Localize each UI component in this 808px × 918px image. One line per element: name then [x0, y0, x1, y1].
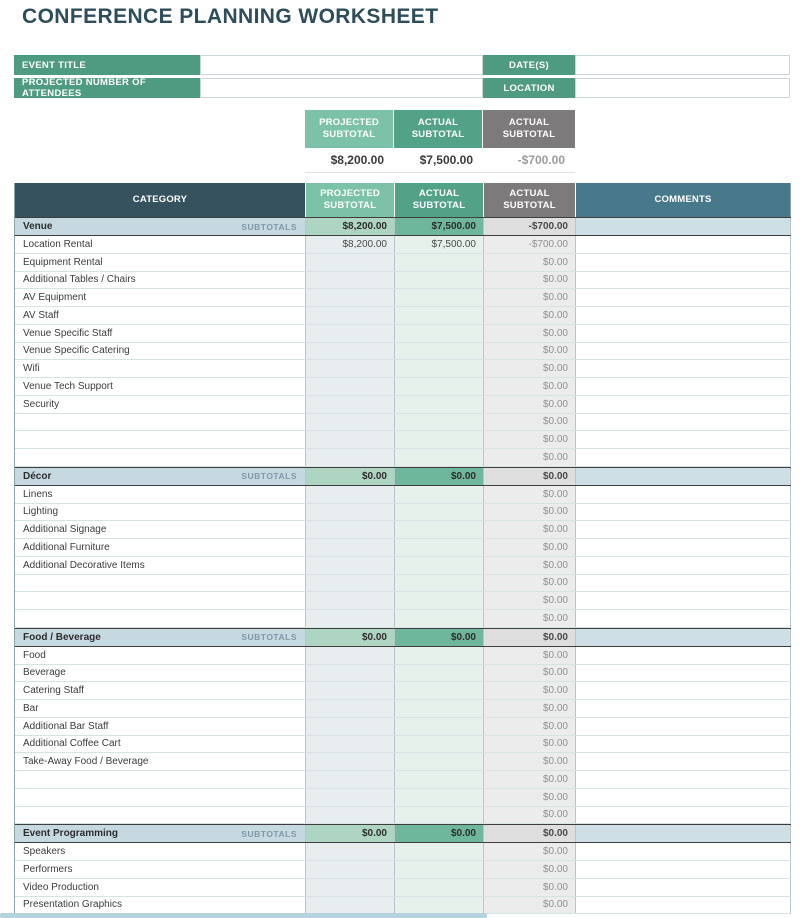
section-comments-cell[interactable]	[576, 825, 791, 842]
summary-actual-subtotal-value[interactable]: $7,500.00	[394, 148, 483, 173]
expense-row	[15, 396, 791, 414]
expense-comments-cell[interactable]	[576, 486, 791, 503]
expense-projected-cell[interactable]	[306, 807, 395, 824]
section-subtotal-row	[15, 628, 791, 647]
summary-difference-value[interactable]: -$700.00	[483, 148, 575, 173]
expense-actual-cell[interactable]	[395, 610, 484, 627]
expense-projected-cell[interactable]	[306, 879, 395, 896]
column-header-actual-subtotal: ACTUAL SUBTOTAL	[395, 183, 484, 217]
expense-comments-cell[interactable]	[576, 807, 791, 824]
subtotals-label: SUBTOTALS	[241, 471, 297, 482]
expense-category-cell[interactable]: AV Staff	[15, 307, 306, 324]
summary-header-actual-subtotal: ACTUAL SUBTOTAL	[394, 110, 483, 148]
section-subtotal-row	[15, 217, 791, 236]
expense-comments-cell[interactable]	[576, 254, 791, 271]
expense-row	[15, 539, 791, 557]
expense-projected-cell[interactable]	[306, 700, 395, 717]
column-header-projected-subtotal: PROJECTED SUBTOTAL	[306, 183, 395, 217]
expense-difference-cell[interactable]: $0.00	[484, 718, 576, 735]
section-difference-cell[interactable]: $0.00	[484, 629, 576, 646]
expense-projected-cell[interactable]	[306, 592, 395, 609]
expense-row	[15, 504, 791, 522]
expense-comments-cell[interactable]	[576, 557, 791, 574]
expense-comments-cell[interactable]	[576, 272, 791, 289]
expense-category-cell[interactable]: AV Equipment	[15, 289, 306, 306]
expense-actual-cell[interactable]	[395, 486, 484, 503]
expense-category-cell[interactable]	[15, 789, 306, 806]
expense-category-cell[interactable]: Performers	[15, 861, 306, 878]
expense-difference-cell[interactable]: $0.00	[484, 807, 576, 824]
expense-projected-cell[interactable]	[306, 396, 395, 413]
expense-row	[15, 647, 791, 665]
expense-row	[15, 486, 791, 504]
summary-projected-subtotal-value[interactable]: $8,200.00	[305, 148, 394, 173]
expense-difference-cell[interactable]: $0.00	[484, 539, 576, 556]
expense-difference-cell[interactable]: $0.00	[484, 753, 576, 770]
expense-comments-cell[interactable]	[576, 289, 791, 306]
section-actual-subtotal-cell[interactable]: $0.00	[395, 468, 484, 485]
expense-difference-cell[interactable]: $0.00	[484, 272, 576, 289]
expense-difference-cell[interactable]: $0.00	[484, 449, 576, 466]
expense-comments-cell[interactable]	[576, 539, 791, 556]
expense-projected-cell[interactable]	[306, 486, 395, 503]
expense-category-cell[interactable]	[15, 414, 306, 431]
expense-comments-cell[interactable]	[576, 307, 791, 324]
expense-projected-cell[interactable]	[306, 254, 395, 271]
expense-projected-cell[interactable]	[306, 575, 395, 592]
expense-category-cell[interactable]	[15, 449, 306, 466]
expense-projected-cell[interactable]	[306, 307, 395, 324]
expense-projected-cell[interactable]	[306, 682, 395, 699]
section-actual-subtotal-cell[interactable]: $0.00	[395, 629, 484, 646]
attendees-label: PROJECTED NUMBER OF ATTENDEES	[14, 78, 200, 98]
expense-difference-cell[interactable]: $0.00	[484, 682, 576, 699]
expense-difference-cell[interactable]: $0.00	[484, 700, 576, 717]
expense-difference-cell[interactable]: $0.00	[484, 325, 576, 342]
expense-comments-cell[interactable]	[576, 753, 791, 770]
expense-comments-cell[interactable]	[576, 789, 791, 806]
expense-category-cell[interactable]: Location Rental	[15, 236, 306, 253]
expense-actual-cell[interactable]	[395, 396, 484, 413]
expense-comments-cell[interactable]	[576, 414, 791, 431]
expense-row	[15, 325, 791, 343]
expense-comments-cell[interactable]	[576, 879, 791, 896]
expense-row	[15, 521, 791, 539]
expense-comments-cell[interactable]	[576, 575, 791, 592]
expense-category-cell[interactable]: Bar	[15, 700, 306, 717]
expense-category-cell[interactable]	[15, 610, 306, 627]
section-name: Event Programming	[23, 828, 119, 840]
expense-actual-cell[interactable]	[395, 289, 484, 306]
expense-difference-cell[interactable]: $0.00	[484, 396, 576, 413]
expense-projected-cell[interactable]	[306, 771, 395, 788]
expense-category-cell[interactable]: Additional Coffee Cart	[15, 736, 306, 753]
expense-difference-cell[interactable]: $0.00	[484, 897, 576, 914]
location-input[interactable]	[575, 78, 790, 98]
expense-comments-cell[interactable]	[576, 343, 791, 360]
section-category-cell[interactable]	[15, 825, 306, 842]
expense-row	[15, 236, 791, 254]
expense-actual-cell[interactable]: $7,500.00	[395, 236, 484, 253]
expense-projected-cell[interactable]	[306, 843, 395, 860]
expense-category-cell[interactable]	[15, 431, 306, 448]
expense-projected-cell[interactable]	[306, 360, 395, 377]
expense-projected-cell[interactable]	[306, 343, 395, 360]
expense-projected-cell[interactable]	[306, 789, 395, 806]
expense-actual-cell[interactable]	[395, 307, 484, 324]
expense-difference-cell[interactable]: $0.00	[484, 879, 576, 896]
expense-category-cell[interactable]: Presentation Graphics	[15, 897, 306, 914]
expense-actual-cell[interactable]	[395, 343, 484, 360]
expense-category-cell[interactable]	[15, 807, 306, 824]
expense-projected-cell[interactable]	[306, 861, 395, 878]
expense-comments-cell[interactable]	[576, 378, 791, 395]
expense-category-cell[interactable]: Venue Specific Staff	[15, 325, 306, 342]
section-difference-cell[interactable]: $0.00	[484, 825, 576, 842]
section-actual-subtotal-cell[interactable]: $7,500.00	[395, 218, 484, 235]
expense-difference-cell[interactable]: $0.00	[484, 647, 576, 664]
expense-comments-cell[interactable]	[576, 431, 791, 448]
summary-header-actual-subtotal-difference: ACTUAL SUBTOTAL	[483, 110, 575, 148]
section-projected-subtotal-cell[interactable]: $0.00	[306, 629, 395, 646]
expense-projected-cell[interactable]	[306, 539, 395, 556]
expense-row	[15, 414, 791, 432]
expense-row	[15, 753, 791, 771]
expense-actual-cell[interactable]	[395, 665, 484, 682]
expense-difference-cell[interactable]: $0.00	[484, 431, 576, 448]
expense-projected-cell[interactable]	[306, 897, 395, 914]
expense-comments-cell[interactable]	[576, 521, 791, 538]
expense-row	[15, 592, 791, 610]
expense-row	[15, 718, 791, 736]
expense-category-cell[interactable]: Catering Staff	[15, 682, 306, 699]
expense-row	[15, 897, 791, 915]
expense-actual-cell[interactable]	[395, 682, 484, 699]
subtotals-label: SUBTOTALS	[241, 828, 297, 839]
attendees-input[interactable]	[200, 78, 483, 98]
expense-difference-cell[interactable]: $0.00	[484, 736, 576, 753]
expense-actual-cell[interactable]	[395, 753, 484, 770]
expense-actual-cell[interactable]	[395, 807, 484, 824]
expense-actual-cell[interactable]	[395, 861, 484, 878]
expense-comments-cell[interactable]	[576, 236, 791, 253]
event-title-label: EVENT TITLE	[14, 55, 200, 75]
section-name: Food / Beverage	[23, 631, 101, 643]
expense-row	[15, 771, 791, 789]
expense-difference-cell[interactable]: $0.00	[484, 575, 576, 592]
expense-actual-cell[interactable]	[395, 449, 484, 466]
expense-actual-cell[interactable]	[395, 414, 484, 431]
expense-projected-cell[interactable]	[306, 378, 395, 395]
expense-row	[15, 861, 791, 879]
expense-actual-cell[interactable]	[395, 879, 484, 896]
dates-label: DATE(S)	[483, 55, 575, 75]
budget-table-body	[15, 217, 791, 914]
expense-difference-cell[interactable]: $0.00	[484, 254, 576, 271]
expense-projected-cell[interactable]: $8,200.00	[306, 236, 395, 253]
expense-comments-cell[interactable]	[576, 449, 791, 466]
dates-input[interactable]	[575, 55, 790, 75]
horizontal-scrollbar[interactable]	[0, 913, 487, 918]
expense-actual-cell[interactable]	[395, 575, 484, 592]
section-subtotal-row	[15, 824, 791, 843]
expense-category-cell[interactable]: Additional Decorative Items	[15, 557, 306, 574]
expense-actual-cell[interactable]	[395, 718, 484, 735]
expense-difference-cell[interactable]: $0.00	[484, 486, 576, 503]
expense-projected-cell[interactable]	[306, 272, 395, 289]
expense-row	[15, 431, 791, 449]
expense-actual-cell[interactable]	[395, 325, 484, 342]
expense-comments-cell[interactable]	[576, 897, 791, 914]
expense-difference-cell[interactable]: $0.00	[484, 414, 576, 431]
expense-difference-cell[interactable]: $0.00	[484, 289, 576, 306]
expense-row	[15, 789, 791, 807]
section-projected-subtotal-cell[interactable]: $0.00	[306, 825, 395, 842]
expense-actual-cell[interactable]	[395, 771, 484, 788]
expense-actual-cell[interactable]	[395, 700, 484, 717]
expense-category-cell[interactable]: Additional Signage	[15, 521, 306, 538]
location-label: LOCATION	[483, 78, 575, 98]
section-category-cell[interactable]	[15, 468, 306, 485]
expense-row	[15, 843, 791, 861]
section-subtotal-row	[15, 467, 791, 486]
expense-actual-cell[interactable]	[395, 539, 484, 556]
expense-difference-cell[interactable]: $0.00	[484, 610, 576, 627]
expense-row	[15, 343, 791, 361]
expense-difference-cell[interactable]: $0.00	[484, 789, 576, 806]
expense-category-cell[interactable]: Beverage	[15, 665, 306, 682]
expense-row	[15, 610, 791, 628]
expense-comments-cell[interactable]	[576, 592, 791, 609]
event-info-block	[14, 55, 790, 101]
subtotals-label: SUBTOTALS	[241, 221, 297, 232]
expense-difference-cell[interactable]: $0.00	[484, 843, 576, 860]
expense-comments-cell[interactable]	[576, 718, 791, 735]
expense-category-cell[interactable]	[15, 575, 306, 592]
expense-category-cell[interactable]: Linens	[15, 486, 306, 503]
expense-projected-cell[interactable]	[306, 521, 395, 538]
expense-comments-cell[interactable]	[576, 360, 791, 377]
expense-row	[15, 700, 791, 718]
section-category-cell[interactable]	[15, 218, 306, 235]
expense-difference-cell[interactable]: $0.00	[484, 307, 576, 324]
expense-actual-cell[interactable]	[395, 272, 484, 289]
expense-projected-cell[interactable]	[306, 504, 395, 521]
expense-category-cell[interactable]: Equipment Rental	[15, 254, 306, 271]
expense-actual-cell[interactable]	[395, 897, 484, 914]
expense-difference-cell[interactable]: $0.00	[484, 665, 576, 682]
budget-table	[14, 183, 791, 914]
expense-difference-cell[interactable]: $0.00	[484, 557, 576, 574]
column-header-actual-subtotal-difference: ACTUAL SUBTOTAL	[484, 183, 576, 217]
expense-category-cell[interactable]: Food	[15, 647, 306, 664]
expense-actual-cell[interactable]	[395, 557, 484, 574]
expense-projected-cell[interactable]	[306, 665, 395, 682]
expense-difference-cell[interactable]: $0.00	[484, 378, 576, 395]
expense-comments-cell[interactable]	[576, 736, 791, 753]
expense-row	[15, 449, 791, 467]
expense-difference-cell[interactable]: $0.00	[484, 861, 576, 878]
section-comments-cell[interactable]	[576, 218, 791, 235]
page-title: CONFERENCE PLANNING WORKSHEET	[22, 5, 439, 28]
expense-projected-cell[interactable]	[306, 736, 395, 753]
expense-row	[15, 557, 791, 575]
expense-category-cell[interactable]: Wifi	[15, 360, 306, 377]
expense-category-cell[interactable]: Take-Away Food / Beverage	[15, 753, 306, 770]
expense-projected-cell[interactable]	[306, 289, 395, 306]
expense-projected-cell[interactable]	[306, 414, 395, 431]
expense-category-cell[interactable]: Additional Bar Staff	[15, 718, 306, 735]
expense-category-cell[interactable]: Venue Tech Support	[15, 378, 306, 395]
expense-row	[15, 665, 791, 683]
expense-difference-cell[interactable]: $0.00	[484, 771, 576, 788]
expense-comments-cell[interactable]	[576, 665, 791, 682]
expense-comments-cell[interactable]	[576, 771, 791, 788]
section-comments-cell[interactable]	[576, 629, 791, 646]
expense-difference-cell[interactable]: $0.00	[484, 343, 576, 360]
expense-actual-cell[interactable]	[395, 789, 484, 806]
section-projected-subtotal-cell[interactable]: $8,200.00	[306, 218, 395, 235]
expense-row	[15, 575, 791, 593]
expense-category-cell[interactable]: Additional Tables / Chairs	[15, 272, 306, 289]
expense-row	[15, 307, 791, 325]
section-category-cell[interactable]	[15, 629, 306, 646]
expense-comments-cell[interactable]	[576, 504, 791, 521]
expense-actual-cell[interactable]	[395, 360, 484, 377]
expense-projected-cell[interactable]	[306, 449, 395, 466]
expense-projected-cell[interactable]	[306, 718, 395, 735]
summary-header-projected-subtotal: PROJECTED SUBTOTAL	[305, 110, 394, 148]
expense-row	[15, 254, 791, 272]
expense-comments-cell[interactable]	[576, 843, 791, 860]
expense-category-cell[interactable]: Speakers	[15, 843, 306, 860]
expense-projected-cell[interactable]	[306, 431, 395, 448]
expense-row	[15, 378, 791, 396]
expense-actual-cell[interactable]	[395, 647, 484, 664]
expense-category-cell[interactable]	[15, 771, 306, 788]
expense-actual-cell[interactable]	[395, 254, 484, 271]
expense-row	[15, 682, 791, 700]
expense-row	[15, 879, 791, 897]
section-name: Venue	[23, 221, 53, 232]
expense-row	[15, 289, 791, 307]
subtotals-label: SUBTOTALS	[241, 632, 297, 643]
expense-comments-cell[interactable]	[576, 647, 791, 664]
expense-difference-cell[interactable]: $0.00	[484, 592, 576, 609]
expense-category-cell[interactable]: Lighting	[15, 504, 306, 521]
expense-actual-cell[interactable]	[395, 504, 484, 521]
expense-difference-cell[interactable]: -$700.00	[484, 236, 576, 253]
expense-projected-cell[interactable]	[306, 647, 395, 664]
expense-projected-cell[interactable]	[306, 753, 395, 770]
expense-comments-cell[interactable]	[576, 682, 791, 699]
expense-comments-cell[interactable]	[576, 396, 791, 413]
expense-projected-cell[interactable]	[306, 557, 395, 574]
expense-difference-cell[interactable]: $0.00	[484, 360, 576, 377]
expense-comments-cell[interactable]	[576, 700, 791, 717]
event-title-input[interactable]	[200, 55, 483, 75]
expense-category-cell[interactable]: Security	[15, 396, 306, 413]
expense-actual-cell[interactable]	[395, 431, 484, 448]
expense-difference-cell[interactable]: $0.00	[484, 504, 576, 521]
expense-comments-cell[interactable]	[576, 325, 791, 342]
column-header-comments: COMMENTS	[576, 183, 791, 217]
expense-category-cell[interactable]: Additional Furniture	[15, 539, 306, 556]
budget-table-header-row	[15, 183, 791, 217]
column-header-category: CATEGORY	[15, 183, 306, 217]
expense-category-cell[interactable]: Video Production	[15, 879, 306, 896]
expense-actual-cell[interactable]	[395, 592, 484, 609]
section-actual-subtotal-cell[interactable]: $0.00	[395, 825, 484, 842]
expense-category-cell[interactable]	[15, 592, 306, 609]
expense-row	[15, 360, 791, 378]
expense-projected-cell[interactable]	[306, 325, 395, 342]
expense-category-cell[interactable]: Venue Specific Catering	[15, 343, 306, 360]
expense-actual-cell[interactable]	[395, 843, 484, 860]
section-comments-cell[interactable]	[576, 468, 791, 485]
section-projected-subtotal-cell[interactable]: $0.00	[306, 468, 395, 485]
expense-actual-cell[interactable]	[395, 736, 484, 753]
expense-difference-cell[interactable]: $0.00	[484, 521, 576, 538]
grand-subtotal-summary	[305, 110, 575, 173]
expense-actual-cell[interactable]	[395, 378, 484, 395]
section-name: Décor	[23, 470, 52, 482]
expense-row	[15, 736, 791, 754]
expense-row	[15, 807, 791, 825]
expense-comments-cell[interactable]	[576, 610, 791, 627]
expense-projected-cell[interactable]	[306, 610, 395, 627]
section-difference-cell[interactable]: -$700.00	[484, 218, 576, 235]
section-difference-cell[interactable]: $0.00	[484, 468, 576, 485]
expense-comments-cell[interactable]	[576, 861, 791, 878]
expense-actual-cell[interactable]	[395, 521, 484, 538]
expense-row	[15, 272, 791, 290]
